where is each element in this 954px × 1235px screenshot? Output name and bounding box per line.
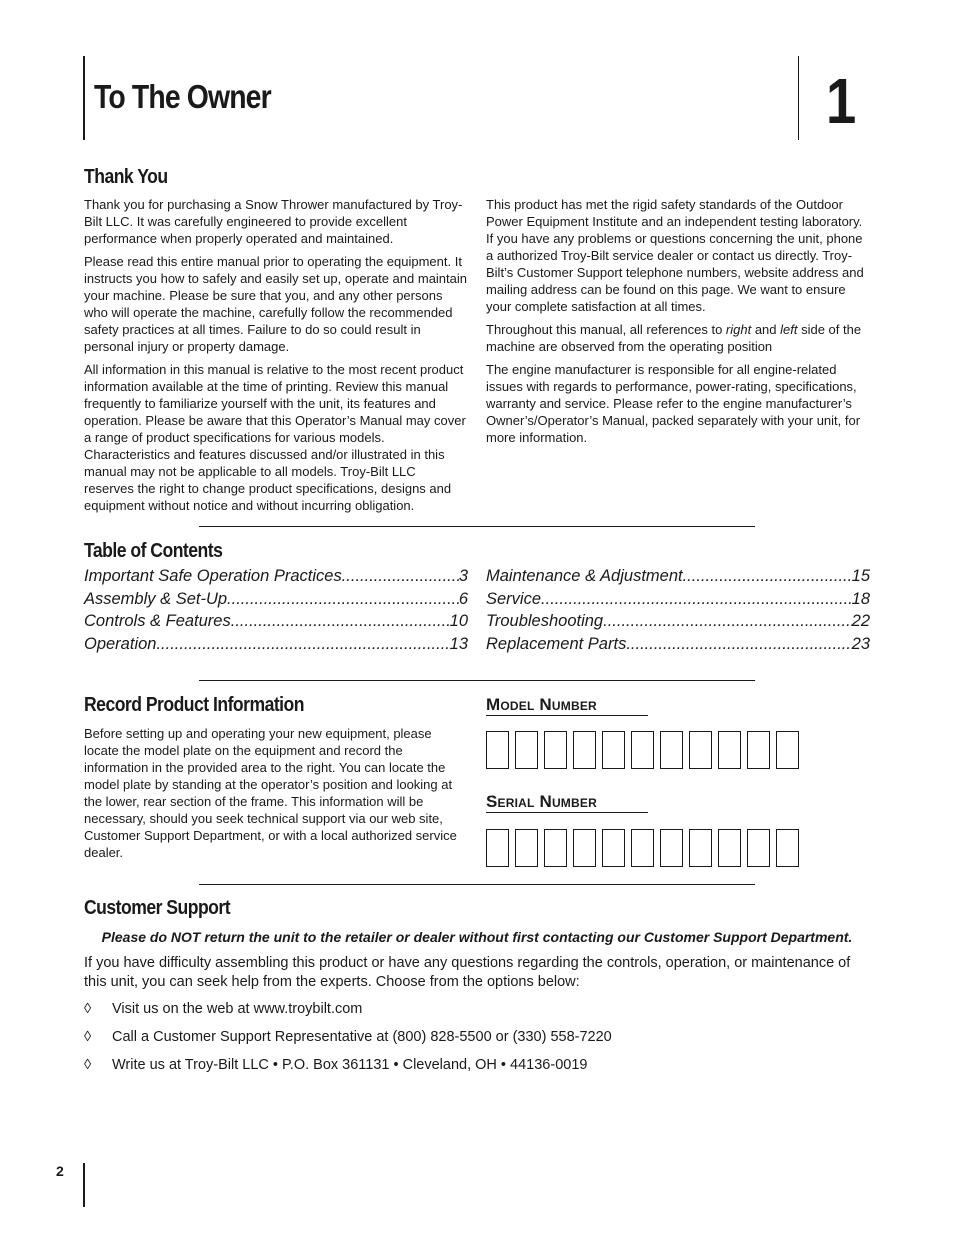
return-notice: Please do NOT return the unit to the retailer or dealer without first contacting our Customer Support Department. bbox=[101, 929, 853, 945]
serial-digit-box[interactable] bbox=[602, 829, 625, 867]
thank-you-paragraph: Thank you for purchasing a Snow Thrower manufactured by Troy-Bilt LLC. It was carefully engineered to provide excellent performance when properly operated and maintained. bbox=[84, 197, 463, 246]
model-digit-box[interactable] bbox=[631, 731, 654, 769]
serial-digit-box[interactable] bbox=[631, 829, 654, 867]
customer-support-heading: Customer Support bbox=[84, 897, 231, 919]
toc-entry[interactable] bbox=[84, 633, 468, 656]
mail-option-text: Write us at Troy-Bilt LLC • P.O. Box 361131 • Cleveland, OH • 44136-0019 bbox=[112, 1057, 588, 1073]
toc-leader bbox=[231, 610, 450, 633]
toc-entry-page: 22 bbox=[851, 612, 870, 631]
model-digit-box[interactable] bbox=[573, 731, 596, 769]
serial-number-boxes bbox=[486, 829, 799, 867]
toc-entry[interactable] bbox=[486, 588, 870, 611]
diamond-bullet-icon: ◊ bbox=[84, 1057, 92, 1073]
phone-option-text[interactable]: Call a Customer Support Representative at (800) 828-5500 or (330) 558-7220 bbox=[112, 1029, 612, 1045]
diamond-bullet-icon: ◊ bbox=[84, 1001, 92, 1017]
toc-entry-label: Maintenance & Adjustment bbox=[486, 567, 683, 585]
toc-entry-label: Important Safe Operation Practices bbox=[84, 567, 342, 585]
model-digit-box[interactable] bbox=[544, 731, 567, 769]
page-number: 2 bbox=[56, 1163, 64, 1179]
toc-heading: Table of Contents bbox=[84, 540, 223, 562]
toc-right-column bbox=[486, 565, 870, 656]
toc-entry[interactable] bbox=[486, 633, 870, 656]
serial-digit-box[interactable] bbox=[718, 829, 741, 867]
toc-entry-page: 18 bbox=[851, 589, 870, 608]
model-digit-box[interactable] bbox=[689, 731, 712, 769]
divider bbox=[199, 680, 755, 681]
orientation-text: side of the machine are observed from the operating position bbox=[486, 322, 862, 354]
support-option bbox=[84, 1056, 587, 1075]
footer-bar bbox=[83, 1163, 85, 1207]
toc-entry-label: Troubleshooting bbox=[486, 612, 604, 631]
serial-digit-box[interactable] bbox=[486, 829, 509, 867]
serial-digit-box[interactable] bbox=[544, 829, 567, 867]
model-digit-box[interactable] bbox=[515, 731, 538, 769]
serial-digit-box[interactable] bbox=[747, 829, 770, 867]
diamond-bullet-icon: ◊ bbox=[84, 1029, 92, 1045]
model-digit-box[interactable] bbox=[602, 731, 625, 769]
toc-entry-label: Assembly & Set-Up bbox=[84, 589, 228, 608]
title-left-bar bbox=[83, 56, 85, 140]
chapter-title: To The Owner bbox=[94, 78, 271, 115]
record-instructions: Before setting up and operating your new equipment, please locate the model plate on the equipment and record the information in the provided area to the right. You can locate the model plate by standing at the operator’s position and looking at the lower, rear section of the frame. This information will be necessary, should you seek technical support via our web site, Customer Support Department, or with a local authorized service dealer. bbox=[84, 726, 457, 860]
model-number-label: Model Number bbox=[486, 695, 648, 716]
toc-entry[interactable] bbox=[486, 565, 870, 588]
serial-number-label: Serial Number bbox=[486, 792, 648, 813]
toc-entry-label: Controls & Features bbox=[84, 612, 231, 631]
serial-digit-box[interactable] bbox=[689, 829, 712, 867]
serial-digit-box[interactable] bbox=[573, 829, 596, 867]
divider bbox=[199, 526, 755, 527]
orientation-text: and bbox=[751, 322, 781, 337]
orientation-text: Throughout this manual, all references to bbox=[486, 322, 726, 337]
divider bbox=[199, 884, 755, 885]
toc-leader bbox=[683, 565, 852, 588]
model-digit-box[interactable] bbox=[718, 731, 741, 769]
thank-you-paragraph: Please read this entire manual prior to operating the equipment. It instructs you how to safely and easily set up, operate and maintain your machine. Please be sure that you, and any other persons who will operate the machine, carefully follow the recommended safety practices at all times. Failure to do so could result in personal injury or property damage. bbox=[84, 254, 467, 354]
serial-digit-box[interactable] bbox=[776, 829, 799, 867]
toc-leader bbox=[603, 610, 852, 633]
toc-leader bbox=[156, 633, 449, 656]
left-term: left bbox=[780, 322, 798, 337]
toc-leader bbox=[541, 588, 852, 611]
toc-entry-label: Operation bbox=[84, 635, 157, 654]
chapter-number: 1 bbox=[826, 65, 857, 137]
web-option-text[interactable]: Visit us on the web at www.troybilt.com bbox=[112, 1001, 363, 1017]
support-option bbox=[84, 1000, 362, 1019]
support-intro: If you have difficulty assembling this product or have any questions regarding the controls, operation, or maintenance of this unit, you can seek help from the experts. Choose from the options below: bbox=[84, 955, 851, 990]
toc-left-column bbox=[84, 565, 468, 656]
thank-you-paragraph: The engine manufacturer is responsible for all engine-related issues with regards to performance, power-rating, specifications, warranty and service. Please refer to the engine manufacturer’s Owner’s/Operator’s Manual, packed separately with your unit, for more information. bbox=[486, 362, 861, 445]
toc-entry[interactable] bbox=[84, 610, 468, 633]
thank-you-heading: Thank You bbox=[84, 166, 168, 188]
model-number-boxes bbox=[486, 731, 799, 769]
toc-leader bbox=[227, 588, 459, 611]
model-digit-box[interactable] bbox=[660, 731, 683, 769]
toc-entry-page: 6 bbox=[458, 589, 468, 608]
toc-entry-page: 23 bbox=[851, 635, 870, 654]
thank-you-paragraph: All information in this manual is relative to the most recent product information available at the time of printing. Review this manual frequently to familiarize yourself with the unit, its features and operation. Please be aware that this Operator’s Manual may cover a range of product specifications for various models. Characteristics and features discussed and/or illustrated in this manual may not be applicable to all models. Troy-Bilt LLC reserves the right to change product specifications, designs and equipment without notice and without incurring obligation. bbox=[84, 362, 466, 513]
serial-digit-box[interactable] bbox=[660, 829, 683, 867]
record-heading: Record Product Information bbox=[84, 694, 304, 716]
model-digit-box[interactable] bbox=[776, 731, 799, 769]
support-option bbox=[84, 1028, 612, 1047]
thank-you-left-column bbox=[84, 196, 469, 520]
model-digit-box[interactable] bbox=[486, 731, 509, 769]
toc-entry-page: 15 bbox=[851, 567, 870, 585]
toc-entry-label: Replacement Parts bbox=[486, 635, 627, 654]
toc-entry-label: Service bbox=[486, 589, 542, 608]
toc-entry[interactable] bbox=[486, 610, 870, 633]
chapter-number-bar bbox=[798, 56, 799, 140]
toc-leader bbox=[626, 633, 851, 656]
toc-entry-page: 3 bbox=[458, 567, 468, 585]
model-digit-box[interactable] bbox=[747, 731, 770, 769]
serial-digit-box[interactable] bbox=[515, 829, 538, 867]
right-term: right bbox=[725, 322, 752, 337]
toc-entry-page: 13 bbox=[449, 635, 468, 654]
toc-entry[interactable] bbox=[84, 588, 468, 611]
thank-you-right-column bbox=[486, 196, 872, 452]
toc-entry[interactable] bbox=[84, 565, 468, 588]
toc-leader bbox=[342, 565, 459, 588]
toc-entry-page: 10 bbox=[449, 612, 468, 631]
orientation-paragraph bbox=[486, 321, 872, 355]
thank-you-paragraph: This product has met the rigid safety standards of the Outdoor Power Equipment Institute and an independent testing laboratory. If you have any problems or questions concerning the unit, phone a authorized Troy-Bilt service dealer or contact us directly. Troy-Bilt’s Customer Support telephone numbers, website address and mailing address can be found on this page. We want to ensure your complete satisfaction at all times. bbox=[486, 197, 864, 314]
